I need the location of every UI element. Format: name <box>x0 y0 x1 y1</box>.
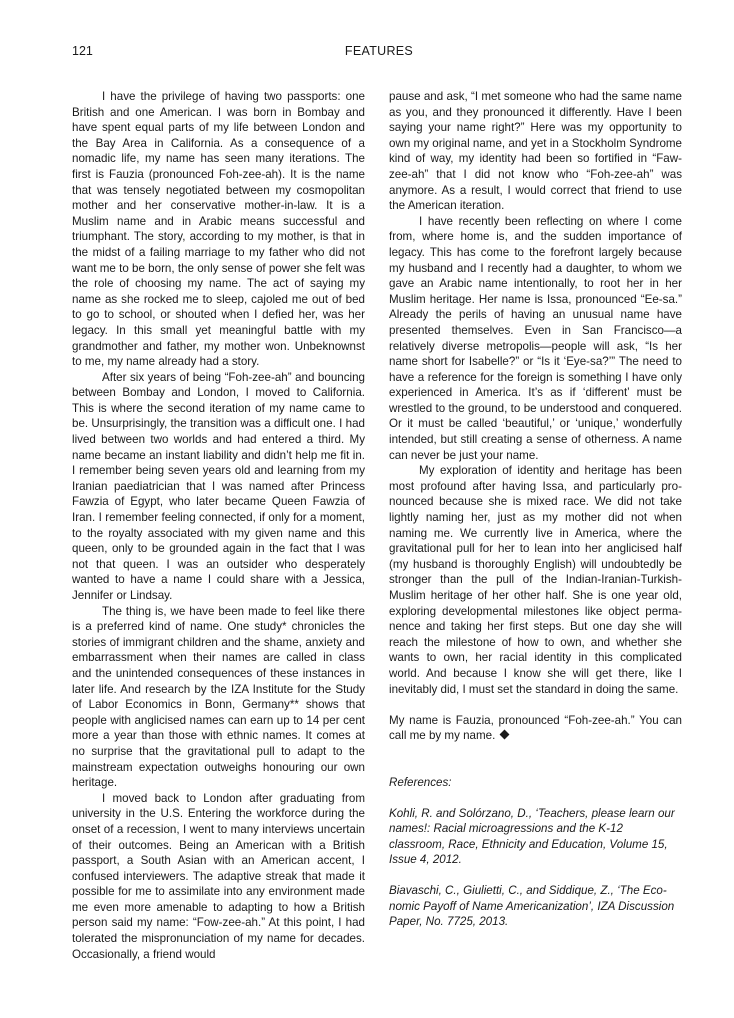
reference-item: Biavaschi, C., Giulietti, C., and Siddique, Z., ‘The Economic Payoff of Name Americanization’, IZA Discussion Paper, No. 7725, 2013. <box>389 883 675 929</box>
closing-line <box>389 713 682 744</box>
paragraph-preferred-name: The thing is, we have been made to feel like there is a preferred kind of name. One study* chronicles the stories of immigrant children and the shame, anxiety and embarrassment when their names are called in class and the unintended consequences of these instances in later life. And research by the IZA Institute for the Study of Labor Economics in Bonn, Germany** shows that people with anglicised names can earn up to 14 per cent more a year than those with ethnic names. It comes at no surprise that the gravitational pull to adapt to the mainstream expectation outweighs honouring our own heritage. <box>72 604 365 790</box>
page-number: 121 <box>72 44 93 58</box>
paragraph-continuation: pause and ask, “I met someone who had the same name as you, and they pronounced it differently. Have I been saying your name right?” Here was my opportunity to own my original name, and yet in a Stockholm Syndrome kind of way, my identity had been so fortified in “Faw-zee-ah” that I did not know who “Foh-zee-ah” was anymore. As a result, I would correct that friend to use the American iteration. <box>389 90 682 213</box>
section-title: FEATURES <box>344 44 414 58</box>
reference-item: Kohli, R. and Solórzano, D., ‘Teachers, please learn our names!: Racial microagressions and the K-12 classroom, Race, Ethnicity and Education, Volume 15, Issue 4, 2012. <box>389 806 675 867</box>
end-mark-icon <box>500 730 510 740</box>
right-column <box>389 89 682 930</box>
paragraph-legacy: I have recently been reflecting on where I come from, where home is, and the sudden importance of legacy. This has come to the forefront largely because my husband and I recently had a daughter, to whom we gave an Arabic name intentionally, to root her in her Muslim heritage. Her name is Issa, pronounced “Ee-sa.” Already the perils of having an unusual name have presented themselves. Even in San Francisco—a relatively diverse metropolis—people will ask, “Is her name short for Isabelle?” or “Is it ‘Eye-sa?’” The need to have a reference for the foreign is something I have only experienced in America. It’s as if ‘different’ must be wrestled to the ground, to be understood and conquered. Or it must be called ‘beautiful,’ or ‘unique,’ wonderfully intended, but still creating a sense of otherness. A name can never be just your name. <box>389 214 682 462</box>
paragraph-london: I moved back to London after graduating from university in the U.S. Entering the workforce during the onset of a recession, I went to many interviews uncertain of their outcomes. Being an American with a British passport, a South Asian with an American accent, I confused interviewers. The adaptive streak that made it possible for me to assimilate into any environment made me even more amenable to adapting to how a British person said my name: “Fow-zee-ah.” At this point, I had tolerated the mispronunciation of my name for decades. Occasionally, a friend would <box>72 791 365 961</box>
left-column <box>72 89 365 962</box>
paragraph-passports: I have the privilege of having two passports: one British and one American. I was born in Bombay and have spent equal parts of my life between London and the Bay Area in California. As a consequence of a nomadic life, my name has seen many iterations. The first is Fauzia (pronounced Foh-zee-ah). It is the name that was tensely negotiated between my cosmopolitan mother and her conservative mother-in-law. It is a Muslim name and in Arabic means successful and triumphant. The story, according to my mother, is that in the midst of a failing marriage to my father who did not want me to be born, the only sense of power she felt was the role of choosing my name. The act of saying my name as she rocked me to sleep, cajoled me out of bed to go to school, or shouted when I defied her, was her legacy. In this small yet meaningful battle with my grandmother and father, my mother won. Unbeknownst to me, my name already had a story. <box>72 90 365 369</box>
paragraph-california: After six years of being “Foh-zee-ah” and bouncing between Bombay and London, I moved to California. This is where the second iteration of my name came to be. Unsurprisingly, the transition was a difficult one. I had lived between two worlds and had entered a third. My name became an instant liability and didn’t help me fit in. I remember being seven years old and learning from my Iranian paediatrician that I was named after Princess Fawzia of Egypt, who later became Queen Fawzia of Iran. I remember feeling connected, if only for a moment, to the royalty associated with my given name and this queen, only to be grounded again in the fact that I was not that queen. I was an outsider who desperately wanted to have a name I could share with a Jessica, Jennifer or Lindsay. <box>72 370 365 602</box>
page-header <box>72 44 686 64</box>
references-heading: References: <box>389 775 452 789</box>
paragraph-identity: My exploration of identity and heritage has been most profound after having Issa, and particularly pronounced because she is mixed race. We did not take lightly naming her, just as my mother did not when naming me. We currently live in America, where the gravitational pull for her to lean into her anglicised half (my husband is thoroughly English) will undoubtedly be stronger than the pull of the Indian-Iranian-Turkish-Muslim heritage of her other half. She is one year old, exploring developmental milestones like object permanence and taking her first steps. But one day she will reach the milestone of how to own, and whether she wants to own, her racial identity in this complicated world. And because I know she will get there, like I inevitably did, I must set the standard in doing the same. <box>389 464 682 696</box>
closing-text: My name is Fauzia, pronounced “Foh-zee-ah.” You can call me by my name. <box>389 713 682 743</box>
